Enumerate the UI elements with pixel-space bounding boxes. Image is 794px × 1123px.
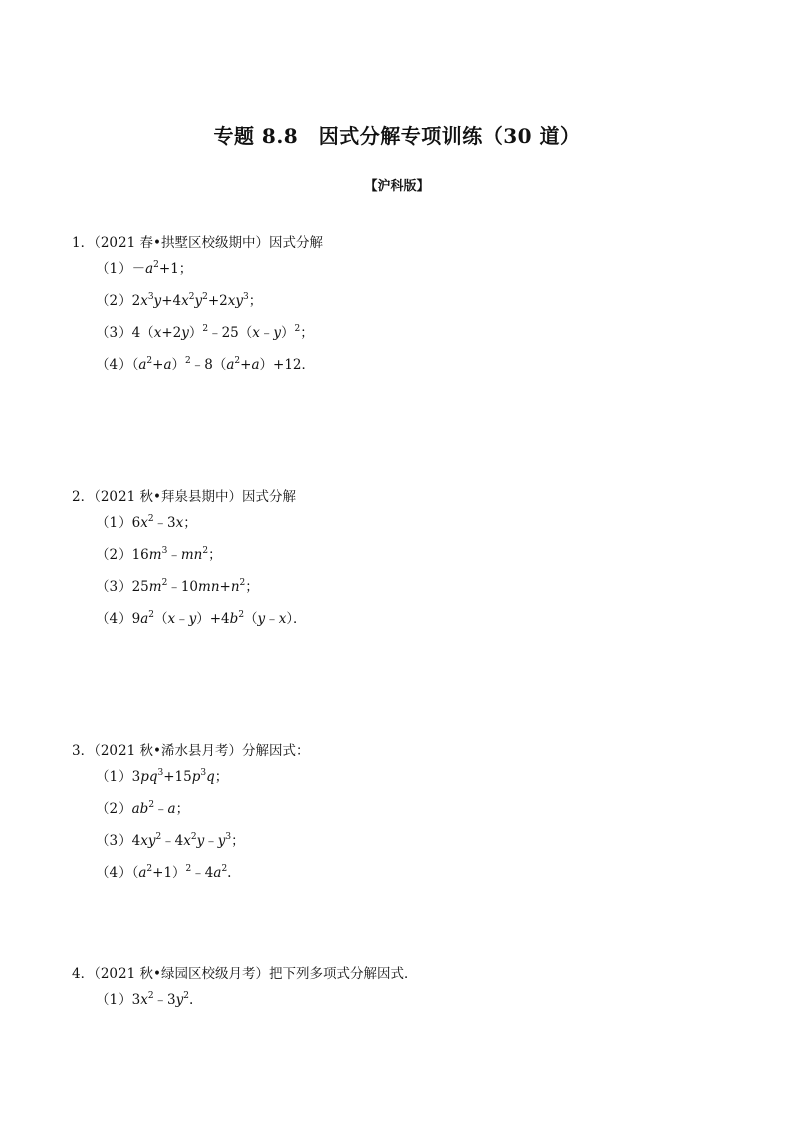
problem-stem: 2．（2021 秋•拜泉县期中）因式分解 (72, 489, 296, 505)
problem-item: $(1)6x^2﹣3x$； (96, 514, 197, 531)
problem-1 (72, 233, 732, 381)
problem-item: $(2)ab^2﹣a$； (96, 800, 190, 817)
problem-3 (72, 741, 732, 889)
problem-item: $(4)9a^2(x﹣y)+4b^2(y﹣x)$． (96, 610, 307, 627)
problem-item: $(3)4xy^2﹣4x^2y﹣y^3$； (96, 832, 245, 849)
problem-item: $(1)-a^2+1$； (96, 260, 193, 277)
problem-item: $(1)3pq^3+15p^3q$； (96, 768, 229, 785)
problem-stem: 4．（2021 秋•绿园区校级月考）把下列多项式分解因式． (72, 966, 418, 982)
problem-item: $(2)16m^3﹣mn^2$； (96, 546, 222, 563)
page-title: 专题 8.8 因式分解专项训练（30 道） (213, 124, 581, 148)
problem-2 (72, 487, 732, 635)
problem-item: $(1)3x^2﹣3y^2$. (96, 991, 194, 1008)
edition-label: 【沪科版】 (364, 179, 430, 194)
problem-item: $(3)25m^2﹣10mn+n^2$； (96, 578, 259, 595)
problem-4 (72, 964, 732, 1016)
problem-item: $(3)4(x+2y)^2﹣25(x﹣y)^2$； (96, 324, 314, 341)
problem-item: $(2)2x^3y+4x^2y^2+2xy^3$； (96, 292, 263, 309)
problem-item: $(4)(a^2+a)^2﹣8(a^2+a)+12$． (96, 356, 316, 373)
problem-stem: 3．（2021 秋•浠水县月考）分解因式： (72, 743, 310, 759)
problem-stem: 1．（2021 春•拱墅区校级期中）因式分解 (72, 235, 323, 251)
problem-item: $(4)(a^2+1)^2﹣4a^2$. (96, 864, 232, 881)
